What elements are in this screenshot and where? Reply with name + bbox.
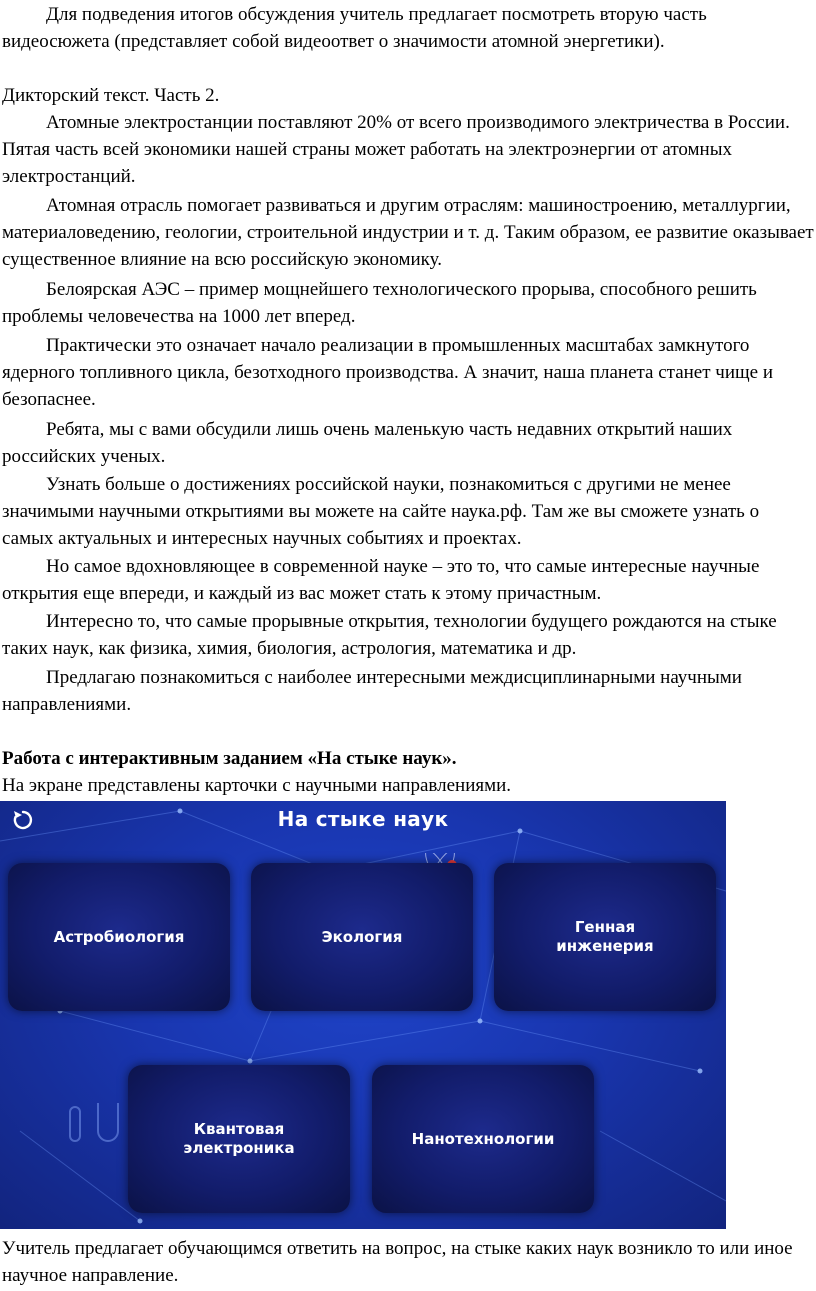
- card-label: Генная инженерия: [556, 918, 654, 955]
- card-label: Астробиология: [53, 927, 185, 946]
- card-quantum-electronics[interactable]: [128, 1065, 350, 1213]
- paragraph: Предлагаю познакомиться с наиболее интересными междисциплинарными научными направлениями.: [2, 667, 742, 715]
- interactive-task-screenshot: [0, 801, 726, 1229]
- paragraph: Атомная отрасль помогает развиваться и другим отраслям: машиностроению, металлургии, материаловедению, геологии, строительной индустрии и т. д. Таким образом, ее развитие оказывает существенное влияние на всю российскую экономику.: [2, 195, 814, 270]
- paragraph: Ребята, мы с вами обсудили лишь очень маленькую часть недавних открытий наших российских ученых.: [2, 419, 733, 467]
- intro-paragraph: Для подведения итогов обсуждения учитель предлагает посмотреть вторую часть видеосюжета (представляет собой видеоответ о значимости атомной энергетики).: [2, 4, 707, 52]
- paragraph: Интересно то, что самые прорывные открытия, технологии будущего рождаются на стыке таких наук, как физика, химия, биология, астрология, математика и др.: [2, 611, 777, 659]
- card-label: Квантовая электроника: [183, 1120, 295, 1157]
- closing-paragraph: Учитель предлагает обучающимся ответить на вопрос, на стыке каких наук возникло то или иное научное направление.: [2, 1238, 793, 1286]
- lab-tools-icon: [64, 1093, 134, 1153]
- paragraph: Практически это означает начало реализации в промышленных масштабах замкнутого ядерного топливного цикла, безотходного производства. А значит, наша планета станет чище и безопаснее.: [2, 335, 773, 410]
- paragraph: Но самое вдохновляющее в современной науке – это то, что самые интересные научные открытия еще впереди, и каждый из вас может стать к этому причастным.: [2, 556, 760, 604]
- card-nanotechnology[interactable]: [372, 1065, 594, 1213]
- card-genetic-engineering[interactable]: [494, 863, 716, 1011]
- restart-icon[interactable]: [10, 807, 36, 833]
- card-ecology[interactable]: [251, 863, 473, 1011]
- screen-title: На стыке наук: [277, 807, 449, 831]
- paragraph: На экране представлены карточки с научными направлениями.: [2, 775, 512, 796]
- paragraph: Узнать больше о достижениях российской науки, познакомиться с другими не менее значимыми научными открытиями вы можете на сайте наука.рф. Там же вы сможете узнать о самых актуальных и интересных научных событиях и проектах.: [2, 474, 760, 549]
- task-heading: Работа с интерактивным заданием «На стыке наук».: [2, 748, 457, 769]
- paragraph: Атомные электростанции поставляют 20% от всего производимого электричества в России. Пятая часть всей экономики нашей страны может работать на электроэнергии от атомных электростанций.: [2, 112, 790, 187]
- section-heading: Дикторский текст. Часть 2.: [2, 85, 220, 106]
- paragraph: Белоярская АЭС – пример мощнейшего технологического прорыва, способного решить проблемы человечества на 1000 лет вперед.: [2, 279, 757, 327]
- card-label: Нанотехнологии: [411, 1129, 555, 1148]
- card-label: Экология: [321, 927, 403, 946]
- card-astrobiology[interactable]: [8, 863, 230, 1011]
